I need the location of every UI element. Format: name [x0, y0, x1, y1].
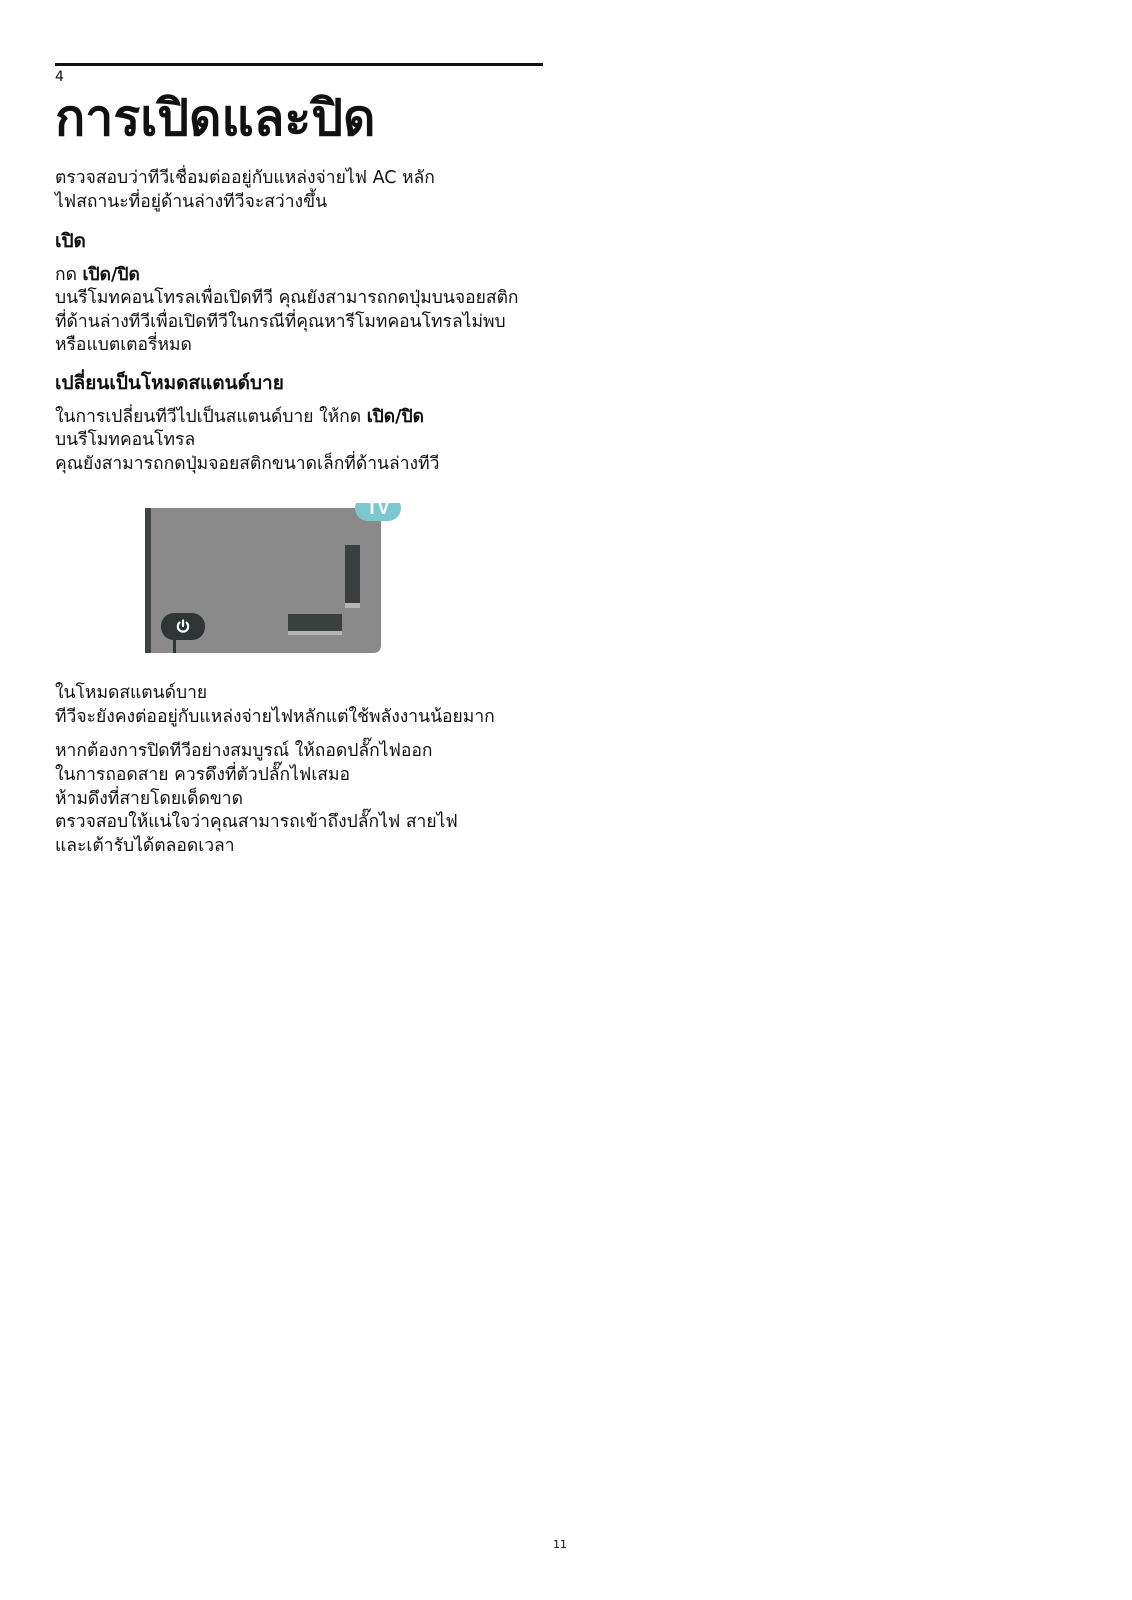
chapter-title: การเปิดและปิด [55, 89, 376, 147]
after-p2-line-4: ตรวจสอบให้แน่ใจว่าคุณสามารถเข้าถึงปลั๊กไฟ สายไฟ [55, 812, 458, 832]
standby-prefix: ในการเปลี่ยนทีวีไปเป็นสแตนด์บาย ให้กด [55, 407, 367, 427]
standby-line-3: คุณยังสามารถกดปุ่มจอยสติกขนาดเล็กที่ด้านล่างทีวี [55, 454, 440, 474]
after-p2-line-5: และเต้ารับได้ตลอดเวลา [55, 836, 235, 856]
tv-badge-label: TV [366, 503, 390, 518]
power-key-label: เปิด/ปิด [82, 265, 140, 285]
after-p2-line-3: ห้ามดึงที่สายโดยเด็ดขาด [55, 789, 243, 809]
joystick-stem [173, 640, 176, 653]
intro-line-2: ไฟสถานะที่อยู่ด้านล่างทีวีจะสว่างขึ้น [55, 192, 328, 212]
tv-side-edge [145, 508, 151, 653]
tv-vertical-slot [345, 545, 360, 603]
section-heading-on: เปิด [55, 230, 86, 252]
after-p1-line-1: ในโหมดสแตนด์บาย [55, 683, 208, 703]
tv-vertical-slot-base [345, 603, 360, 608]
on-press-prefix: กด [55, 265, 83, 285]
intro-line-1: ตรวจสอบว่าทีวีเชื่อมต่ออยู่กับแหล่งจ่ายไฟ AC หลัก [55, 168, 435, 188]
after-p2-line-1: หากต้องการปิดทีวีอย่างสมบูรณ์ ให้ถอดปลั๊กไฟออก [55, 741, 433, 761]
page-number: 11 [553, 1538, 567, 1551]
section-heading-standby: เปลี่ยนเป็นโหมดสแตนด์บาย [55, 372, 284, 394]
after-p2-line-2: ในการถอดสาย ควรดึงที่ตัวปลั๊กไฟเสมอ [55, 765, 351, 785]
standby-line-2: บนรีโมทคอนโทรล [55, 430, 196, 450]
chapter-rule [55, 63, 543, 66]
tv-horizontal-slot-base [288, 631, 342, 635]
on-line-1 [55, 263, 140, 287]
chapter-number: 4 [55, 69, 64, 85]
standby-line-1 [55, 405, 424, 429]
after-p1-line-2: ทีวีจะยังคงต่ออยู่กับแหล่งจ่ายไฟหลักแต่ใช้พลังงานน้อยมาก [55, 707, 495, 727]
tv-joystick-illustration [145, 503, 420, 673]
standby-power-key-label: เปิด/ปิด [366, 407, 425, 427]
on-line-2: บนรีโมทคอนโทรลเพื่อเปิดทีวี คุณยังสามารถกดปุ่มบนจอยสติก [55, 288, 519, 308]
on-line-3: ที่ด้านล่างทีวีเพื่อเปิดทีวีในกรณีที่คุณหารีโมทคอนโทรลไม่พบ [55, 312, 506, 332]
on-line-4: หรือแบตเตอรี่หมด [55, 335, 192, 355]
tv-horizontal-slot [288, 614, 342, 631]
tv-illustration-svg [145, 503, 420, 673]
